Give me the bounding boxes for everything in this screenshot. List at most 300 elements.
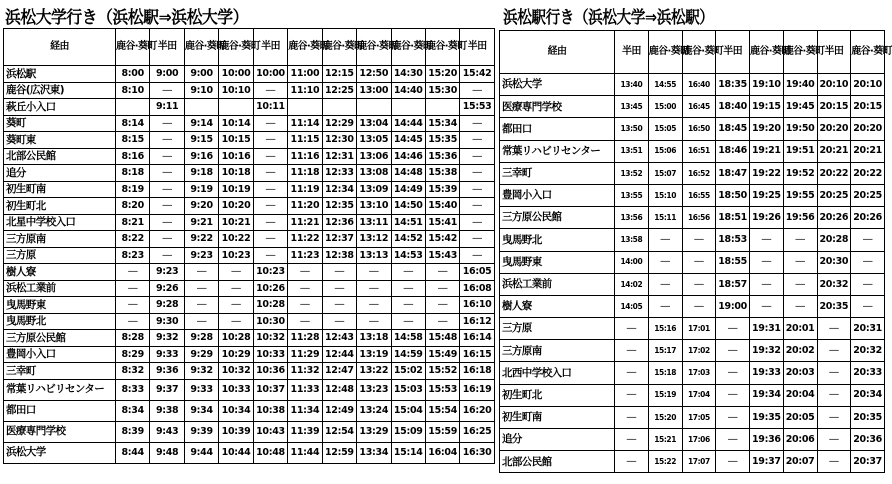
stop-name: 樹人寮 bbox=[500, 295, 615, 317]
stop-name: 北部公民館 bbox=[4, 148, 116, 165]
departure-time: 14:46 bbox=[391, 148, 425, 165]
departure-time: 18:50 bbox=[716, 184, 750, 206]
stop-name: 初生町南 bbox=[4, 181, 116, 198]
departure-time: 20:25 bbox=[817, 184, 851, 206]
timetable-row bbox=[500, 340, 885, 362]
departure-time: ― bbox=[460, 148, 494, 165]
departure-time: 14:55 bbox=[648, 74, 682, 96]
departure-time: 16:25 bbox=[460, 421, 494, 442]
departure-time: 16:55 bbox=[682, 184, 716, 206]
departure-time: 19:10 bbox=[750, 74, 784, 96]
departure-time: 14:45 bbox=[391, 132, 425, 149]
stop-name: 北部公民館 bbox=[500, 451, 615, 473]
route-column-header: 鹿谷·葵町 bbox=[783, 31, 817, 74]
departure-time: 19:33 bbox=[750, 362, 784, 384]
departure-time: 11:16 bbox=[288, 148, 322, 165]
departure-time: 16:10 bbox=[460, 297, 494, 314]
stop-name: 三方原公民館 bbox=[4, 330, 116, 347]
departure-time: ― bbox=[615, 318, 649, 340]
departure-time: 10:37 bbox=[253, 379, 287, 400]
stop-name: 初生町北 bbox=[4, 198, 116, 215]
stop-name: 追分 bbox=[4, 165, 116, 182]
departure-time: 9:18 bbox=[184, 165, 218, 182]
departure-time: ― bbox=[357, 280, 391, 297]
departure-time: 10:14 bbox=[219, 115, 253, 132]
departure-time bbox=[322, 99, 356, 116]
timetable-row bbox=[4, 66, 495, 83]
departure-time: 19:35 bbox=[750, 406, 784, 428]
departure-time: 9:33 bbox=[184, 379, 218, 400]
departure-time: 8:15 bbox=[116, 132, 150, 149]
departure-time: 10:33 bbox=[219, 379, 253, 400]
departure-time: 9:44 bbox=[184, 442, 218, 463]
departure-time: ― bbox=[391, 297, 425, 314]
departure-time: 8:29 bbox=[116, 346, 150, 363]
departure-time: 20:05 bbox=[783, 406, 817, 428]
departure-time: 20:04 bbox=[783, 384, 817, 406]
departure-time: 11:23 bbox=[288, 247, 322, 264]
departure-time: ― bbox=[150, 214, 184, 231]
departure-time: 8:00 bbox=[116, 66, 150, 83]
departure-time: ― bbox=[357, 264, 391, 281]
departure-time: 15:11 bbox=[648, 207, 682, 229]
departure-time: ― bbox=[253, 231, 287, 248]
departure-time: 19:32 bbox=[750, 340, 784, 362]
departure-time: 18:51 bbox=[716, 207, 750, 229]
departure-time: 16:14 bbox=[460, 330, 494, 347]
departure-time: 13:45 bbox=[615, 96, 649, 118]
departure-time: 9:33 bbox=[150, 346, 184, 363]
departure-time: 11:44 bbox=[288, 442, 322, 463]
departure-time: 14:50 bbox=[391, 198, 425, 215]
stop-name: 初生町北 bbox=[500, 384, 615, 406]
departure-time: 10:22 bbox=[219, 231, 253, 248]
outbound-title: 浜松大学行き（浜松駅⇒浜松大学） bbox=[5, 8, 248, 28]
departure-time: ― bbox=[716, 406, 750, 428]
departure-time: 10:38 bbox=[253, 400, 287, 421]
departure-time: 13:24 bbox=[357, 400, 391, 421]
departure-time: 15:38 bbox=[425, 165, 459, 182]
departure-time: 18:57 bbox=[716, 273, 750, 295]
departure-time: 15:07 bbox=[648, 162, 682, 184]
stop-name: 葵町 bbox=[4, 115, 116, 132]
departure-time: ― bbox=[615, 384, 649, 406]
departure-time: 15:36 bbox=[425, 148, 459, 165]
departure-time: 15:03 bbox=[391, 379, 425, 400]
departure-time: 20:26 bbox=[851, 207, 885, 229]
departure-time: 9:36 bbox=[150, 363, 184, 380]
departure-time: 12:47 bbox=[322, 363, 356, 380]
departure-time: 10:33 bbox=[253, 346, 287, 363]
departure-time: 16:05 bbox=[460, 264, 494, 281]
timetable-row bbox=[500, 251, 885, 273]
departure-time: 10:28 bbox=[253, 297, 287, 314]
departure-time: ― bbox=[116, 264, 150, 281]
departure-time: 14:53 bbox=[391, 247, 425, 264]
departure-time: ― bbox=[184, 297, 218, 314]
timetable-row bbox=[4, 198, 495, 215]
departure-time: 10:23 bbox=[253, 264, 287, 281]
stop-name: 医療専門学校 bbox=[500, 96, 615, 118]
stop-name: 追分 bbox=[500, 429, 615, 451]
departure-time: 20:26 bbox=[817, 207, 851, 229]
departure-time: 16:19 bbox=[460, 379, 494, 400]
stop-name: 三方原公民館 bbox=[500, 207, 615, 229]
departure-time: 15:09 bbox=[391, 421, 425, 442]
departure-time: ― bbox=[253, 132, 287, 149]
departure-time: 14:44 bbox=[391, 115, 425, 132]
departure-time: 9:11 bbox=[150, 99, 184, 116]
departure-time: 9:43 bbox=[150, 421, 184, 442]
timetable-row bbox=[500, 318, 885, 340]
departure-time: ― bbox=[253, 115, 287, 132]
stop-name: 曳馬野北 bbox=[500, 229, 615, 251]
departure-time: 9:30 bbox=[150, 313, 184, 330]
departure-time: 8:22 bbox=[116, 231, 150, 248]
outbound-timetable bbox=[3, 28, 495, 464]
stop-name: 豊岡小入口 bbox=[500, 184, 615, 206]
departure-time: ― bbox=[425, 264, 459, 281]
departure-time: 20:20 bbox=[817, 118, 851, 140]
departure-time: ― bbox=[817, 406, 851, 428]
departure-time: ― bbox=[716, 429, 750, 451]
stop-name: 都田口 bbox=[4, 400, 116, 421]
departure-time: 13:51 bbox=[615, 140, 649, 162]
departure-time: ― bbox=[460, 247, 494, 264]
departure-time: ― bbox=[150, 165, 184, 182]
departure-time: 15:00 bbox=[648, 96, 682, 118]
departure-time: 9:48 bbox=[150, 442, 184, 463]
departure-time: 15:35 bbox=[425, 132, 459, 149]
departure-time: 15:04 bbox=[391, 400, 425, 421]
departure-time: 12:54 bbox=[322, 421, 356, 442]
timetable-row bbox=[4, 132, 495, 149]
departure-time: 20:20 bbox=[851, 118, 885, 140]
departure-time: 10:32 bbox=[219, 363, 253, 380]
departure-time: 16:52 bbox=[682, 162, 716, 184]
departure-time: ― bbox=[425, 297, 459, 314]
departure-time: ― bbox=[783, 273, 817, 295]
stop-name: 曳馬野東 bbox=[4, 297, 116, 314]
timetable-row bbox=[500, 140, 885, 162]
departure-time: 9:39 bbox=[184, 421, 218, 442]
departure-time: 12:34 bbox=[322, 181, 356, 198]
departure-time: ― bbox=[219, 264, 253, 281]
departure-time: ― bbox=[150, 82, 184, 99]
route-column-header: 鹿谷·葵町 bbox=[288, 29, 322, 66]
stop-name: 樹人寮 bbox=[4, 264, 116, 281]
departure-time: 19:26 bbox=[750, 207, 784, 229]
departure-time: ― bbox=[615, 451, 649, 473]
departure-time: ― bbox=[150, 181, 184, 198]
departure-time: 12:44 bbox=[322, 346, 356, 363]
departure-time: ― bbox=[716, 384, 750, 406]
departure-time: 9:22 bbox=[184, 231, 218, 248]
departure-time: 13:10 bbox=[357, 198, 391, 215]
departure-time: 11:29 bbox=[288, 346, 322, 363]
departure-time: 8:32 bbox=[116, 363, 150, 380]
departure-time: 11:22 bbox=[288, 231, 322, 248]
departure-time: ― bbox=[783, 295, 817, 317]
departure-time: 8:20 bbox=[116, 198, 150, 215]
departure-time: 15:53 bbox=[460, 99, 494, 116]
route-column-header: 鹿谷·葵町 bbox=[750, 31, 784, 74]
departure-time: 12:33 bbox=[322, 165, 356, 182]
departure-time: 11:34 bbox=[288, 400, 322, 421]
departure-time: 11:00 bbox=[288, 66, 322, 83]
departure-time: 14:49 bbox=[391, 181, 425, 198]
departure-time: 19:31 bbox=[750, 318, 784, 340]
departure-time: 9:32 bbox=[184, 363, 218, 380]
departure-time: 15:48 bbox=[425, 330, 459, 347]
departure-time: 14:30 bbox=[391, 66, 425, 83]
departure-time: ― bbox=[460, 165, 494, 182]
timetable-row bbox=[500, 362, 885, 384]
timetable-row bbox=[4, 99, 495, 116]
departure-time: ― bbox=[425, 280, 459, 297]
departure-time: 11:28 bbox=[288, 330, 322, 347]
timetable-row bbox=[500, 384, 885, 406]
departure-time: 12:43 bbox=[322, 330, 356, 347]
timetable-row bbox=[500, 295, 885, 317]
departure-time: 20:07 bbox=[783, 451, 817, 473]
stop-name: 浜松工業前 bbox=[500, 273, 615, 295]
departure-time: 10:10 bbox=[219, 82, 253, 99]
stop-name: 医療専門学校 bbox=[4, 421, 116, 442]
departure-time: 13:05 bbox=[357, 132, 391, 149]
departure-time: 19:50 bbox=[783, 118, 817, 140]
timetable-row bbox=[500, 207, 885, 229]
departure-time: 16:15 bbox=[460, 346, 494, 363]
departure-time: 13:52 bbox=[615, 162, 649, 184]
departure-time: ― bbox=[219, 313, 253, 330]
departure-time: ― bbox=[851, 273, 885, 295]
departure-time: 13:40 bbox=[615, 74, 649, 96]
departure-time: 15:19 bbox=[648, 384, 682, 406]
departure-time: 11:21 bbox=[288, 214, 322, 231]
departure-time: 8:44 bbox=[116, 442, 150, 463]
timetable-row bbox=[500, 429, 885, 451]
departure-time: ― bbox=[783, 229, 817, 251]
timetable-row bbox=[4, 264, 495, 281]
timetable-row bbox=[500, 451, 885, 473]
timetable-row bbox=[4, 313, 495, 330]
stop-name: 曳馬野東 bbox=[500, 251, 615, 273]
timetable-row bbox=[500, 229, 885, 251]
departure-time: 15:39 bbox=[425, 181, 459, 198]
departure-time: ― bbox=[322, 280, 356, 297]
stop-name: 浜松大学 bbox=[500, 74, 615, 96]
departure-time: 15:20 bbox=[648, 406, 682, 428]
departure-time: 16:20 bbox=[460, 400, 494, 421]
timetable-row bbox=[500, 273, 885, 295]
departure-time: ― bbox=[184, 313, 218, 330]
departure-time: 10:26 bbox=[253, 280, 287, 297]
departure-time: 8:28 bbox=[116, 330, 150, 347]
departure-time: 20:03 bbox=[783, 362, 817, 384]
departure-time: ― bbox=[817, 340, 851, 362]
departure-time: 15:30 bbox=[425, 82, 459, 99]
departure-time: 10:18 bbox=[219, 165, 253, 182]
departure-time: 15:34 bbox=[425, 115, 459, 132]
departure-time: 13:11 bbox=[357, 214, 391, 231]
departure-time: 17:07 bbox=[682, 451, 716, 473]
departure-time: 16:30 bbox=[460, 442, 494, 463]
departure-time: 15:52 bbox=[425, 363, 459, 380]
departure-time: 15:54 bbox=[425, 400, 459, 421]
timetable-row bbox=[500, 118, 885, 140]
departure-time: ― bbox=[750, 251, 784, 273]
departure-time: 13:00 bbox=[357, 82, 391, 99]
departure-time: 20:10 bbox=[817, 74, 851, 96]
departure-time: 15:06 bbox=[648, 140, 682, 162]
departure-time: 17:03 bbox=[682, 362, 716, 384]
departure-time: 10:23 bbox=[219, 247, 253, 264]
departure-time: ― bbox=[150, 231, 184, 248]
departure-time: 10:00 bbox=[253, 66, 287, 83]
stop-name: 北星中学校入口 bbox=[4, 214, 116, 231]
departure-time: 17:05 bbox=[682, 406, 716, 428]
departure-time: ― bbox=[116, 313, 150, 330]
timetable-row bbox=[500, 406, 885, 428]
departure-time: 14:58 bbox=[391, 330, 425, 347]
departure-time: 10:20 bbox=[219, 198, 253, 215]
timetable-row bbox=[4, 400, 495, 421]
departure-time: 16:08 bbox=[460, 280, 494, 297]
departure-time: ― bbox=[460, 132, 494, 149]
departure-time: 17:04 bbox=[682, 384, 716, 406]
stop-name: 都田口 bbox=[500, 118, 615, 140]
departure-time: ― bbox=[851, 229, 885, 251]
departure-time: 19:21 bbox=[750, 140, 784, 162]
departure-time: 8:19 bbox=[116, 181, 150, 198]
departure-time: ― bbox=[288, 297, 322, 314]
departure-time bbox=[357, 99, 391, 116]
departure-time: 11:33 bbox=[288, 379, 322, 400]
departure-time bbox=[184, 99, 218, 116]
departure-time: 9:28 bbox=[150, 297, 184, 314]
departure-time: ― bbox=[460, 198, 494, 215]
departure-time: ― bbox=[817, 362, 851, 384]
departure-time: ― bbox=[116, 297, 150, 314]
departure-time: 11:19 bbox=[288, 181, 322, 198]
departure-time: 18:47 bbox=[716, 162, 750, 184]
departure-time: 20:32 bbox=[851, 340, 885, 362]
departure-time: 10:19 bbox=[219, 181, 253, 198]
route-column-header: 半田 bbox=[253, 29, 287, 66]
departure-time: ― bbox=[716, 318, 750, 340]
departure-time: ― bbox=[322, 264, 356, 281]
departure-time: 9:23 bbox=[184, 247, 218, 264]
departure-time: 10:11 bbox=[253, 99, 287, 116]
departure-time: 20:33 bbox=[851, 362, 885, 384]
departure-time: 18:40 bbox=[716, 96, 750, 118]
departure-time: 8:23 bbox=[116, 247, 150, 264]
departure-time: 19:22 bbox=[750, 162, 784, 184]
timetable-row bbox=[4, 148, 495, 165]
departure-time: 20:06 bbox=[783, 429, 817, 451]
departure-time: ― bbox=[817, 318, 851, 340]
stop-name: 曳馬野北 bbox=[4, 313, 116, 330]
departure-time: ― bbox=[391, 264, 425, 281]
timetable-row bbox=[4, 247, 495, 264]
departure-time: 13:06 bbox=[357, 148, 391, 165]
departure-time: 16:18 bbox=[460, 363, 494, 380]
departure-time: ― bbox=[253, 198, 287, 215]
departure-time: 13:29 bbox=[357, 421, 391, 442]
departure-time: 14:52 bbox=[391, 231, 425, 248]
departure-time: 9:21 bbox=[184, 214, 218, 231]
stop-name: 浜松工業前 bbox=[4, 280, 116, 297]
departure-time: 13:18 bbox=[357, 330, 391, 347]
departure-time: 17:02 bbox=[682, 340, 716, 362]
departure-time: 14:48 bbox=[391, 165, 425, 182]
departure-time: 16:04 bbox=[425, 442, 459, 463]
departure-time: 18:45 bbox=[716, 118, 750, 140]
departure-time: 15:41 bbox=[425, 214, 459, 231]
timetable-row bbox=[4, 297, 495, 314]
stop-name: 三方原 bbox=[4, 247, 116, 264]
route-column-header: 鹿谷·葵町 bbox=[391, 29, 425, 66]
route-column-header: 半田 bbox=[150, 29, 184, 66]
departure-time: 9:37 bbox=[150, 379, 184, 400]
departure-time: 19:52 bbox=[783, 162, 817, 184]
departure-time: 9:26 bbox=[150, 280, 184, 297]
stop-name: 浜松大学 bbox=[4, 442, 116, 463]
departure-time: 20:35 bbox=[817, 295, 851, 317]
timetable-row bbox=[4, 115, 495, 132]
route-column-header: 鹿谷·葵町 bbox=[682, 31, 716, 74]
timetable-row bbox=[4, 421, 495, 442]
departure-time: 20:28 bbox=[817, 229, 851, 251]
stop-name: 常葉リハビリセンター bbox=[500, 140, 615, 162]
route-column-header: 鹿谷·葵町 bbox=[116, 29, 150, 66]
departure-time: 9:34 bbox=[184, 400, 218, 421]
departure-time: 12:36 bbox=[322, 214, 356, 231]
departure-time: 20:32 bbox=[817, 273, 851, 295]
departure-time: ― bbox=[357, 297, 391, 314]
stop-name: 豊岡小入口 bbox=[4, 346, 116, 363]
stop-name: 常葉リハビリセンター bbox=[4, 379, 116, 400]
stop-name: 三幸町 bbox=[500, 162, 615, 184]
departure-time: 13:12 bbox=[357, 231, 391, 248]
departure-time: ― bbox=[150, 132, 184, 149]
departure-time: 9:19 bbox=[184, 181, 218, 198]
departure-time: 9:20 bbox=[184, 198, 218, 215]
departure-time: 16:50 bbox=[682, 118, 716, 140]
stop-name: 北西中学校入口 bbox=[500, 362, 615, 384]
route-column-header: 鹿谷·葵町 bbox=[219, 29, 253, 66]
stop-name: 三幸町 bbox=[4, 363, 116, 380]
departure-time: 19:55 bbox=[783, 184, 817, 206]
departure-time: 12:15 bbox=[322, 66, 356, 83]
departure-time: 12:31 bbox=[322, 148, 356, 165]
departure-time: 15:20 bbox=[425, 66, 459, 83]
departure-time: ― bbox=[682, 295, 716, 317]
timetable-row bbox=[500, 96, 885, 118]
stop-name: 三方原南 bbox=[500, 340, 615, 362]
departure-time: 10:15 bbox=[219, 132, 253, 149]
departure-time: 15:21 bbox=[648, 429, 682, 451]
departure-time: 14:59 bbox=[391, 346, 425, 363]
timetable-row bbox=[4, 330, 495, 347]
timetable-row bbox=[4, 346, 495, 363]
departure-time: 9:23 bbox=[150, 264, 184, 281]
inbound-timetable bbox=[499, 30, 892, 473]
departure-time: 19:15 bbox=[750, 96, 784, 118]
departure-time: ― bbox=[716, 451, 750, 473]
departure-time: ― bbox=[184, 280, 218, 297]
